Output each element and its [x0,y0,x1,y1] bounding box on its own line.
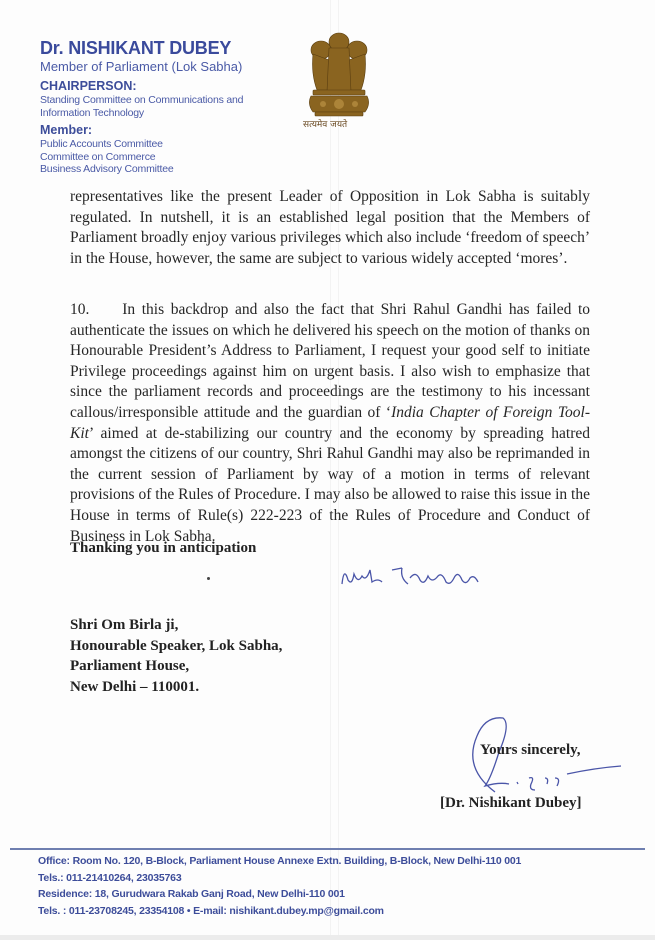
member-heading: Member: [40,123,93,137]
addressee-line: Parliament House, [70,658,190,674]
page-bottom-edge [0,935,655,940]
sender-role: Member of Parliament (Lok Sabha) [40,59,243,74]
paragraph-10 [70,300,590,547]
office-phones: Tels.: 011-21410264, 23035763 [38,871,182,884]
residence-phones-email: Tels. : 011-23708245, 23354108 • E-mail: nishikant.dubey.mp@gmail.com [38,905,384,918]
signatory-name: [Dr. Nishikant Dubey] [440,795,582,811]
addressee-line: Shri Om Birla ji, [70,617,179,633]
chairperson-heading: CHAIRPERSON: [40,79,137,93]
emblem-motto: सत्यमेव जयते [303,120,348,130]
addressee-line: Honourable Speaker, Lok Sabha, [70,637,283,654]
closing-salutation: Yours sincerely, [480,742,581,758]
chair-line: Information Technology [40,106,144,119]
footer-divider [10,848,645,850]
member-line: Business Advisory Committee [40,163,174,175]
letterhead [40,38,243,176]
addressee-line: New Delhi – 110001. [70,678,200,695]
footer-contact [38,853,521,920]
ink-dot [207,577,210,580]
office-address: Office: Room No. 120, B-Block, Parliament House Annexe Extn. Building, B-Block, New Delhi-110 001 [38,855,522,867]
member-line: Public Accounts Committee [40,138,163,150]
chair-line: Standing Committee on Communications and [40,94,244,106]
sender-name: Dr. NISHIKANT DUBEY [40,38,232,58]
paragraph-number: 10. [70,301,90,318]
member-line: Committee on Commerce [40,150,156,163]
paragraph-10-text: In this backdrop and also the fact that Shri Rahul Gandhi has failed to authenticate the issues on which he delivered his speech on the motion of thanks on Honourable President’s Address to Parliament, I request your good self to initiate Privilege proceedings against him on urgent basis. I also wish to emphasize that since the parliament records and proceedings are the testimony to his incessant callous/irresponsible attitude and the guardian of ‘ [70,301,590,421]
addressee-block [70,615,282,697]
paragraph-continued: representatives like the present Leader of Opposition in Lok Sabha is suitably regulated. In nutshell, it is an established legal position that the Members of Parliament broadly enjoy various privileges which also include ‘freedom of speech’ in the House, however, the same are subject to various widely accepted ‘mores’. [70,188,590,267]
toolkit-phrase: India Chapter of Foreign Tool-Kit [70,403,590,442]
handwritten-annotation-signature [330,556,530,592]
thanks-line: Thanking you in anticipation [70,540,257,556]
paragraph-10-text-cont: ’ aimed at de-stabilizing our country and the economy by spreading hatred amongst the citizens of our country, Shri Rahul Gandhi may also be reprimanded in the current session of Parliament by way of a motion in terms of relevant provisions of the Rules of Procedure. I may also be allowed to raise this issue in the House in terms of Rule(s) 222-223 of the Rules of Procedure and Conduct of Business in Lok Sabha. [70,424,590,545]
residence-address: Residence: 18, Gurudwara Rakab Ganj Road, New Delhi-110 001 [38,888,345,901]
